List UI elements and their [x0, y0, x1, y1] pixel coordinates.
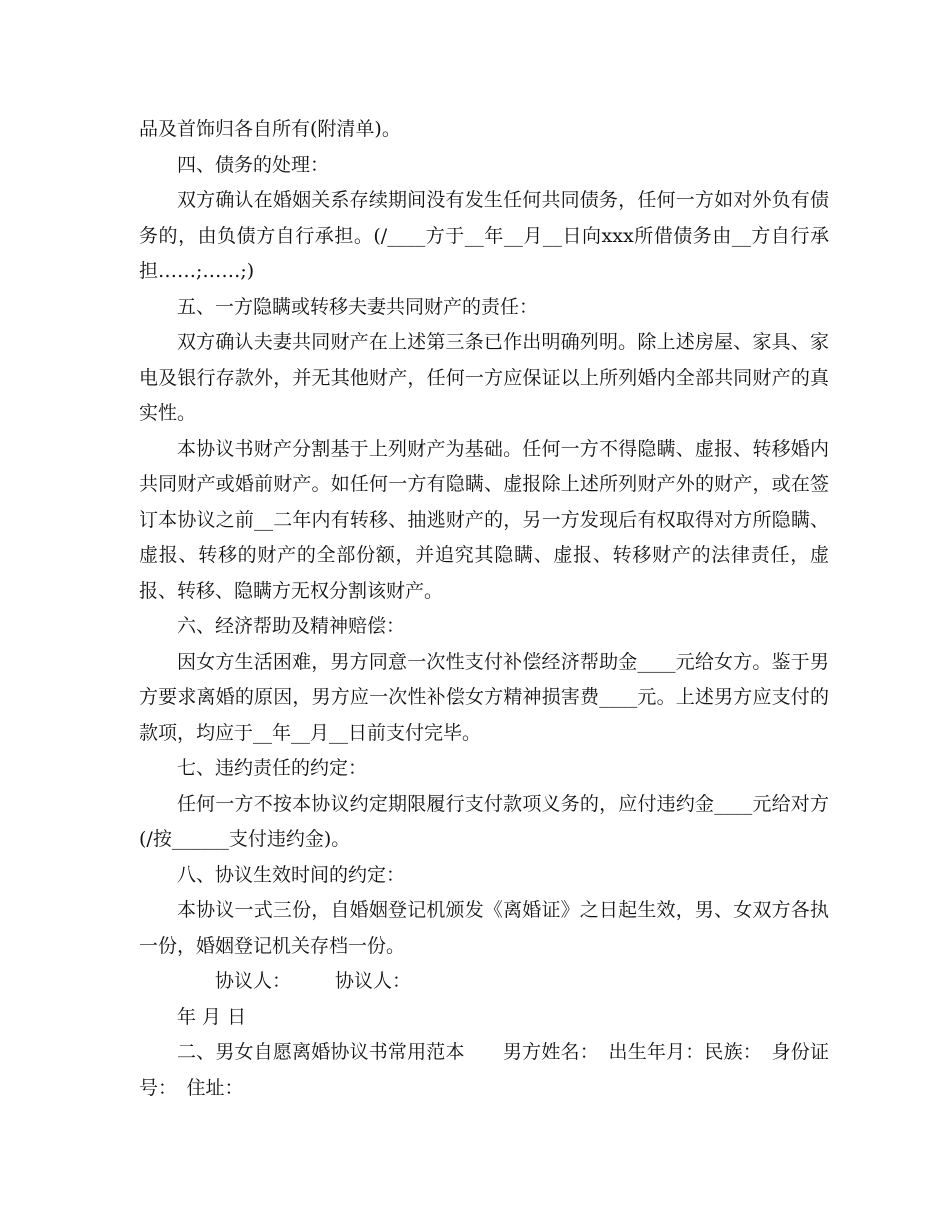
document-body	[139, 112, 829, 1106]
heading-effective-time: 八、协议生效时间的约定：	[177, 863, 406, 886]
paragraph-copies: 本协议一式三份，自婚姻登记机颁发《离婚证》之日起生效，男、女双方各执一份，婚姻登记机关存档一份。	[139, 899, 829, 957]
date-line: 年 月 日	[177, 1005, 247, 1028]
heading-concealment-liability: 五、一方隐瞒或转移夫妻共同财产的责任：	[177, 295, 539, 318]
heading-economic-help: 六、经济帮助及精神赔偿：	[177, 615, 406, 637]
heading-debt-handling: 四、债务的处理：	[177, 153, 330, 176]
paragraph-property-confirmation: 双方确认夫妻共同财产在上述第三条已作出明确列明。除上述房屋、家具、家电及银行存款外，并无其他财产，任何一方应保证以上所列婚内全部共同财产的真实性。	[139, 331, 829, 424]
paragraph-debt-clause: 双方确认在婚姻关系存续期间没有发生任何共同债务，任何一方如对外负有债务的，由负债方自行承担。(/____方于__年__月__日向xxx所借债务由__方自行承担……;……;)	[139, 189, 829, 282]
heading-breach-liability: 七、违约责任的约定：	[177, 757, 368, 779]
signatory-right-label: 协议人：	[335, 970, 412, 992]
paragraph-jewelry-clause: 品及首饰归各自所有(附清单)。	[139, 118, 401, 140]
signatory-left-label: 协议人：	[215, 970, 292, 992]
paragraph-property-division: 本协议书财产分割基于上列财产为基础。任何一方不得隐瞒、虚报、转移婚内共同财产或婚前财产。如任何一方有隐瞒、虚报除上述所列财产外的财产，或在签订本协议之前__二年内有转移、抽逃财产的，另一方发现后有权取得对方所隐瞒、虚报、转移的财产的全部份额，并追究其隐瞒、虚报、转移财产的法律责任，虚报、转移、隐瞒方无权分割该财产。	[139, 437, 829, 602]
paragraph-compensation: 因女方生活困难，男方同意一次性支付补偿经济帮助金____元给女方。鉴于男方要求离婚的原因，男方应一次性补偿女方精神损害费____元。上述男方应支付的款项，均应于__年__月__日前支付完毕。	[139, 650, 829, 744]
paragraph-penalty: 任何一方不按本协议约定期限履行支付款项义务的，应付违约金____元给对方(/按______支付违约金)。	[139, 792, 829, 850]
signature-row	[139, 964, 829, 1000]
paragraph-template-header: 二、男女自愿离婚协议书常用范本 男方姓名： 出生年月：民族： 身份证号： 住址：	[139, 1041, 829, 1099]
